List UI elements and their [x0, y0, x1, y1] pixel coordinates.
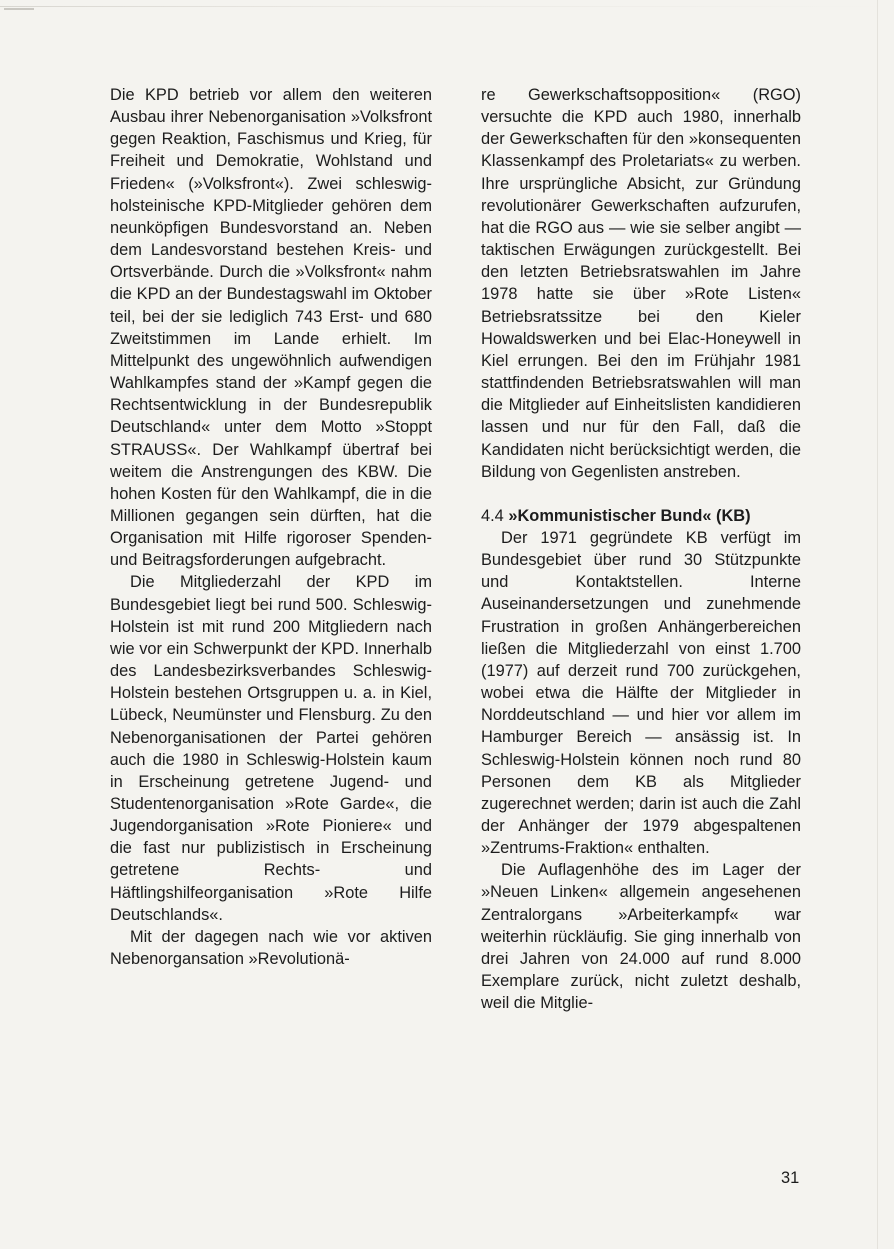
right-column	[481, 84, 801, 1014]
left-column	[110, 84, 432, 970]
section-title: »Kommunistischer Bund« (KB)	[508, 506, 751, 525]
paragraph-rgo-continued: re Gewerkschaftsopposition« (RGO) versuchte die KPD auch 1980, innerhalb der Gewerkschaften für den »konsequenten Klassenkampf des Proletariats« zu werben. Ihre ursprüngliche Absicht, zur Gründung revolutionärer Gewerkschaften aufzurufen, hat die RGO aus — wie sie selber angibt — taktischen Erwägungen zurückgestellt. Bei den letzten Betriebsratswahlen im Jahre 1978 hatte sie über »Rote Listen« Betriebsratssitze bei den Kieler Howaldswerken und bei Elac-Honeywell in Kiel errungen. Bei den im Frühjahr 1981 stattfindenden Betriebsratswahlen will man die Mitglieder auf Einheitslisten kandidieren lassen und nur für den Fall, daß die Kandidaten nicht berücksichtigt werden, die Bildung von Gegenlisten anstreben.	[481, 86, 801, 481]
section-heading	[481, 505, 801, 527]
section-number: 4.4	[481, 506, 504, 525]
paragraph-kb-members: Der 1971 gegründete KB verfügt im Bundesgebiet über rund 30 Stützpunkte und Kontaktstellen. Interne Auseinandersetzungen und zunehmende Frustration in großen Anhängerbereichen ließen die Mitgliederzahl von einst 1.700 (1977) auf derzeit rund 700 zurückgehen, wobei etwa die Hälfte der Mitglieder in Norddeutschland — und hier vor allem im Hamburger Bereich — ansässig ist. In Schleswig-Holstein können noch rund 80 Personen dem KB als Mitglieder zugerechnet werden; darin ist auch die Zahl der Anhänger der 1979 abgespaltenen »Zentrums-Fraktion« enthalten.	[481, 528, 801, 858]
page-edge-top	[0, 6, 894, 7]
paragraph-kpd-members: Die Mitgliederzahl der KPD im Bundesgebiet liegt bei rund 500. Schleswig-Holstein ist mit rund 200 Mitgliedern nach wie vor ein Schwerpunkt der KPD. Innerhalb des Landesbezirksverbandes Schleswig-Holstein bestehen Ortsgruppen u. a. in Kiel, Lübeck, Neumünster und Flensburg. Zu den Nebenorganisationen der Partei gehören auch die 1980 in Schleswig-Holstein kaum in Erscheinung getretene Jugend- und Studentenorganisation »Rote Garde«, die Jugendorganisation »Rote Pioniere« und die fast nur publizistisch in Erscheinung getretene Rechts- und Häftlingshilfeorganisation »Rote Hilfe Deutschlands«.	[110, 573, 432, 924]
page-number: 31	[781, 1169, 800, 1187]
paragraph-kpd-volksfront: Die KPD betrieb vor allem den weiteren Ausbau ihrer Nebenorganisation »Volksfront gegen Reaktion, Faschismus und Krieg, für Freiheit und Demokratie, Wohlstand und Frieden« (»Volksfront«). Zwei schleswig-holsteinische KPD-Mitglieder gehören dem neunköpfigen Bundesvorstand an. Neben dem Landesvorstand bestehen Kreis- und Ortsverbände. Durch die »Volksfront« nahm die KPD an der Bundestagswahl im Oktober teil, bei der sie lediglich 743 Erst- und 680 Zweitstimmen im Lande erhielt. Im Mittelpunkt des ungewöhnlich aufwendigen Wahlkampfes stand der »Kampf gegen die Rechtsentwicklung in der Bundesrepublik Deutschland« unter dem Motto »Stoppt STRAUSS«. Der Wahlkampf übertraf bei weitem die Anstrengungen des KBW. Die hohen Kosten für den Wahlkampf, die in die Millionen gegangen sein dürften, hat die Organisation mit Hilfe rigoroser Spenden- und Beitragsforderungen aufgebracht.	[110, 86, 432, 570]
scan-corner-mark	[4, 8, 34, 10]
paragraph-rgo-start: Mit der dagegen nach wie vor aktiven Nebenorgansation »Revolutionä-	[110, 927, 432, 969]
paragraph-kb-circulation: Die Auflagenhöhe des im Lager der »Neuen Linken« allgemein angesehenen Zentralorgans »Arbeiterkampf« war weiterhin rückläufig. Sie ging innerhalb von drei Jahren von 24.000 auf rund 8.000 Exemplare zurück, nicht zuletzt deshalb, weil die Mitglie-	[481, 861, 801, 1013]
page-edge-right	[877, 0, 878, 1249]
